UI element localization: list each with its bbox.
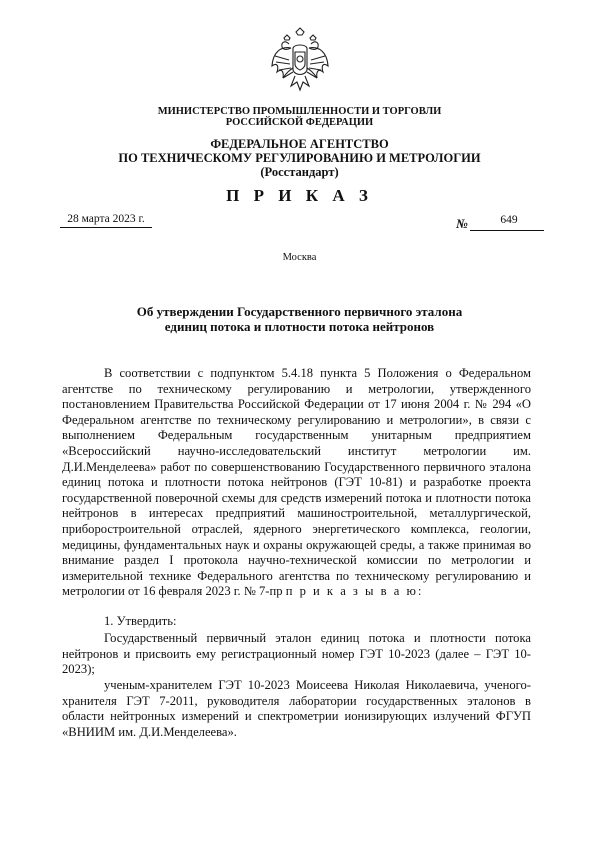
- number-underline: [470, 230, 544, 231]
- agency-name-line2: ПО ТЕХНИЧЕСКОМУ РЕГУЛИРОВАНИЮ И МЕТРОЛОГИИ: [118, 151, 481, 165]
- order-date: 28 марта 2023 г.: [67, 213, 145, 225]
- preamble-text: В соответствии с подпунктом 5.4.18 пункта 5 Положения о Федеральном агентстве по техническому регулированию и метрологии, утвержденного постановлением Правительства Российской Федерации от 17 июня 2004 г. № 294 «О Федеральном агентстве по техническому регулированию и метрологии», в связи с выполнением Федеральным государственным унитарным предприятием «Всероссийский научно-исследовательский институт метрологии им. Д.И.Менделеева» работ по совершенствованию Государственного первичного эталона единиц потока и плотности потока нейтронов (ГЭТ 10-81) и разработке проекта государственной поверочной схемы для средств измерений потока и плотности потока нейтронов в интересах предприятий машиностроительной, металлургической, приборостроительной отраслей, ядерного энергетического комплекса, геологии, медицины, фундаментальных наук и охраны окружающей среды, а также принимая во внимание раздел I протокола научно-технической комиссии по метрологии и измерительной технике Федерального агентства по техническому регулированию и метрологии от 16 февраля 2023 г. № 7-пр: [62, 366, 531, 599]
- standard-approval-text: Государственный первичный эталон единиц потока и плотности потока нейтронов и присвоить ему регистрационный номер ГЭТ 10-2023 (далее – ГЭТ 10-2023);: [62, 631, 531, 677]
- document-type-title: П Р И К А З: [226, 186, 373, 205]
- order-subject-line2: единиц потока и плотности потока нейтронов: [164, 319, 435, 334]
- order-subject: [0, 304, 599, 334]
- custodian-paragraph: [62, 678, 531, 740]
- preamble-paragraph: [62, 366, 531, 600]
- ministry-name-line1: МИНИСТЕРСТВО ПРОМЫШЛЕННОСТИ И ТОРГОВЛИ: [157, 106, 442, 117]
- agency-name-line1: ФЕДЕРАЛЬНОЕ АГЕНТСТВО: [210, 137, 389, 151]
- coat-of-arms-icon: [269, 26, 331, 98]
- agency-short-name: (Росстандарт): [260, 165, 339, 179]
- city-name: Москва: [282, 252, 317, 263]
- order-number: 649: [500, 214, 518, 226]
- item-1-heading-block: [62, 614, 531, 630]
- order-subject-line1: Об утверждении Государственного первичного эталона: [136, 304, 463, 319]
- standard-approval-paragraph: [62, 631, 531, 678]
- date-underline: [60, 227, 152, 228]
- order-directive-word: п р и к а з ы в а ю:: [285, 584, 424, 599]
- item-1-heading: 1. Утвердить:: [104, 614, 177, 628]
- custodian-text: ученым-хранителем ГЭТ 10-2023 Моисеева Николая Николаевича, ученого-хранителя ГЭТ 7-2011, руководителя лаборатории государственных эталонов в области нейтронных измерений и спектрометрии ионизирующих излучений ФГУП «ВНИИМ им. Д.И.Менделеева».: [62, 678, 531, 739]
- number-sign: №: [456, 216, 468, 231]
- ministry-name-line2: РОССИЙСКОЙ ФЕДЕРАЦИИ: [225, 117, 374, 128]
